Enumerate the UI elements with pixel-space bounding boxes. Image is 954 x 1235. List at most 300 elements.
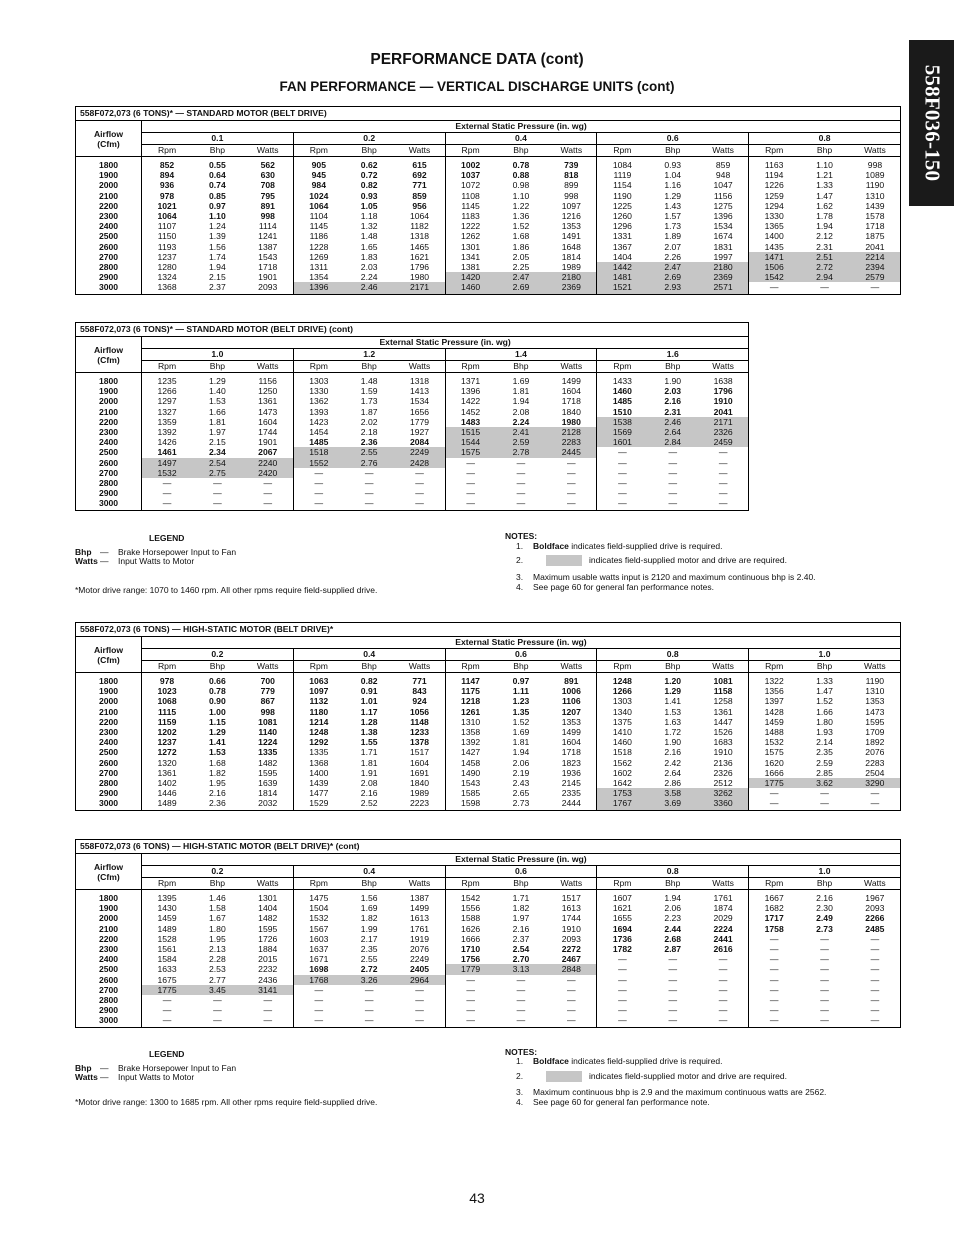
value-cell: 1989 bbox=[546, 262, 597, 272]
value-cell: 2283 bbox=[865, 757, 885, 768]
value-cell: 1.15 bbox=[209, 716, 226, 727]
value-cell: 2326 bbox=[698, 427, 749, 437]
value-cell: — bbox=[870, 984, 880, 995]
value-cell: 1510 bbox=[612, 406, 632, 417]
value-cell: 1.68 bbox=[209, 757, 226, 768]
value-cell: 1237 bbox=[157, 251, 177, 262]
value-cell: — bbox=[769, 788, 779, 799]
value-cell: 2.55 bbox=[360, 954, 378, 965]
value-cell: 771 bbox=[394, 180, 445, 190]
value-cell: 1183 bbox=[461, 211, 480, 222]
value-cell: — bbox=[618, 954, 627, 965]
value-cell: 1371 bbox=[461, 376, 481, 386]
value-cell: 1726 bbox=[243, 934, 294, 944]
value-cell: 1796 bbox=[394, 262, 445, 272]
value-cell: 771 bbox=[394, 673, 445, 687]
note-num: 4. bbox=[516, 1097, 524, 1107]
value-cell: — bbox=[870, 933, 880, 944]
value-cell: — bbox=[516, 488, 526, 499]
value-cell: — bbox=[668, 488, 678, 499]
note-text: Maximum continuous bhp is 2.9 and the maximum continuous watts are 2562. bbox=[533, 1087, 827, 1097]
legend-title: LEGEND bbox=[149, 1049, 185, 1059]
value-cell: 2.03 bbox=[360, 262, 378, 273]
value-cell: 2.84 bbox=[647, 437, 698, 447]
value-cell: — bbox=[546, 488, 597, 498]
value-cell: 1.67 bbox=[209, 913, 226, 924]
value-cell: — bbox=[820, 933, 829, 944]
value-cell: 1262 bbox=[461, 231, 481, 242]
value-cell: 1056 bbox=[394, 707, 445, 717]
value-cell: — bbox=[870, 954, 880, 965]
watts-header: Watts bbox=[394, 145, 445, 157]
value-cell: 2076 bbox=[394, 944, 445, 954]
airflow-cell: 1800 bbox=[76, 673, 142, 687]
airflow-cell: 2300 bbox=[76, 211, 142, 221]
value-cell: 1544 bbox=[445, 437, 496, 447]
value-cell: 1.56 bbox=[209, 241, 226, 252]
value-cell: 1473 bbox=[865, 706, 885, 717]
airflow-cell: 1900 bbox=[76, 686, 142, 696]
table-caption-row bbox=[76, 107, 901, 121]
value-cell: 2.72 bbox=[360, 964, 378, 975]
value-cell: 3141 bbox=[243, 985, 294, 995]
table-row bbox=[76, 954, 901, 964]
value-cell: 1397 bbox=[764, 696, 784, 707]
note-num: 2. bbox=[516, 555, 524, 565]
value-cell: 2171 bbox=[394, 282, 445, 294]
value-cell: 2.44 bbox=[664, 923, 682, 934]
value-cell: 1233 bbox=[394, 727, 445, 737]
value-cell: 1081 bbox=[243, 717, 294, 727]
watts-header: Watts bbox=[243, 145, 294, 157]
value-cell: 1775 bbox=[749, 778, 800, 788]
esp-row bbox=[76, 637, 901, 649]
airflow-unit: (Cfm) bbox=[97, 354, 120, 365]
value-cell: 2.35 bbox=[816, 747, 833, 758]
subheader-row bbox=[76, 878, 901, 890]
value-cell: — bbox=[516, 974, 526, 985]
value-cell: — bbox=[870, 974, 880, 985]
value-cell: 1584 bbox=[157, 954, 177, 965]
value-cell: 1626 bbox=[461, 923, 481, 934]
value-cell: — bbox=[516, 995, 526, 1006]
value-cell: 1.80 bbox=[816, 716, 833, 727]
value-cell: 1.10 bbox=[816, 160, 833, 170]
fan-table bbox=[75, 622, 901, 811]
value-cell: 1194 bbox=[764, 170, 784, 181]
legend-dash: — bbox=[100, 1072, 109, 1082]
value-cell: 3.62 bbox=[799, 778, 850, 788]
bhp-header: Bhp bbox=[192, 361, 243, 373]
value-cell: 2029 bbox=[698, 913, 749, 923]
value-cell: 1.82 bbox=[209, 767, 226, 778]
value-cell: — bbox=[314, 478, 324, 489]
table-row bbox=[76, 913, 901, 923]
value-cell: 1517 bbox=[394, 747, 445, 757]
value-cell: 1119 bbox=[613, 170, 632, 181]
value-cell: 0.91 bbox=[360, 686, 378, 697]
airflow-unit: (Cfm) bbox=[97, 871, 120, 882]
value-cell: 1.81 bbox=[512, 386, 530, 397]
note-4 bbox=[516, 582, 714, 592]
value-cell: 2.08 bbox=[512, 406, 530, 417]
value-cell: — bbox=[618, 1005, 627, 1016]
value-cell: 1506 bbox=[749, 262, 800, 272]
airflow-cell: 2600 bbox=[76, 458, 142, 468]
table-row bbox=[76, 944, 901, 954]
legend-term: Watts bbox=[75, 556, 98, 566]
value-cell: 1.82 bbox=[512, 903, 530, 914]
value-cell: 1.47 bbox=[816, 190, 833, 201]
value-cell: — bbox=[516, 478, 526, 489]
value-cell: 1542 bbox=[461, 893, 481, 903]
value-cell: 1.91 bbox=[360, 767, 378, 778]
value-cell: 1621 bbox=[612, 903, 632, 914]
value-cell: 1097 bbox=[546, 201, 597, 211]
value-cell: — bbox=[466, 984, 475, 995]
value-cell: 1.93 bbox=[816, 727, 833, 738]
esp-title: External Static Pressure (in. wg) bbox=[142, 337, 749, 349]
airflow-cell: 3000 bbox=[76, 798, 142, 810]
value-cell: — bbox=[769, 1015, 779, 1026]
value-cell: 1216 bbox=[546, 211, 597, 221]
value-cell: 692 bbox=[394, 170, 445, 180]
table-row bbox=[76, 903, 901, 913]
value-cell: 1.71 bbox=[512, 893, 530, 903]
value-cell: 0.97 bbox=[512, 676, 530, 686]
table-row bbox=[76, 717, 901, 727]
note-num: 3. bbox=[516, 1087, 524, 1097]
airflow-cell: 2400 bbox=[76, 954, 142, 964]
table-caption: 558F072,073 (6 TONS)* — STANDARD MOTOR (BELT DRIVE) bbox=[76, 107, 901, 121]
value-cell: 1446 bbox=[157, 788, 177, 799]
pressure-header: 0.6 bbox=[445, 649, 597, 661]
value-cell: 1.62 bbox=[816, 200, 833, 211]
value-cell: 998 bbox=[243, 211, 294, 221]
bhp-header: Bhp bbox=[192, 878, 243, 890]
value-cell: 1471 bbox=[749, 252, 800, 262]
value-cell: 1526 bbox=[698, 727, 749, 737]
airflow-cell: 2200 bbox=[76, 201, 142, 211]
value-cell: 1655 bbox=[612, 913, 632, 924]
value-cell: 2.53 bbox=[209, 964, 226, 975]
value-cell: 2067 bbox=[243, 447, 294, 457]
pressure-row bbox=[76, 866, 901, 878]
table-row bbox=[76, 673, 901, 687]
value-cell: 1648 bbox=[546, 242, 597, 252]
value-cell: 1427 bbox=[461, 747, 481, 758]
value-cell: — bbox=[162, 1005, 172, 1016]
value-cell: 0.97 bbox=[209, 200, 226, 211]
value-cell: 1301 bbox=[243, 890, 294, 904]
value-cell: — bbox=[394, 468, 445, 478]
value-cell: 1.53 bbox=[664, 706, 682, 717]
value-cell: 1814 bbox=[546, 252, 597, 262]
value-cell: 1.97 bbox=[209, 427, 226, 438]
value-cell: 2369 bbox=[698, 272, 749, 282]
value-cell: 1823 bbox=[546, 758, 597, 768]
value-cell: 2459 bbox=[698, 437, 749, 447]
value-cell: 1163 bbox=[764, 160, 784, 170]
pressure-header: 1.6 bbox=[597, 349, 749, 361]
value-cell: 2616 bbox=[698, 944, 749, 954]
value-cell: 2.76 bbox=[344, 458, 395, 468]
pressure-header: 0.6 bbox=[445, 866, 597, 878]
value-cell: 2041 bbox=[865, 241, 885, 252]
value-cell: 1.32 bbox=[360, 221, 378, 232]
value-cell: 1543 bbox=[461, 778, 481, 789]
value-cell: 2485 bbox=[865, 923, 885, 934]
table-row bbox=[76, 180, 901, 190]
pressure-header: 0.1 bbox=[142, 133, 294, 145]
value-cell: 1433 bbox=[612, 376, 632, 386]
value-cell: 2145 bbox=[546, 778, 597, 788]
value-cell: — bbox=[698, 995, 749, 1005]
table-row bbox=[76, 396, 749, 406]
table-row bbox=[76, 758, 901, 768]
value-cell: 1081 bbox=[698, 673, 749, 687]
value-cell: — bbox=[466, 467, 475, 478]
value-cell: 1761 bbox=[394, 924, 445, 934]
value-cell: 1642 bbox=[612, 778, 632, 789]
value-cell: 2.69 bbox=[647, 272, 698, 282]
table-row bbox=[76, 696, 901, 706]
value-cell: 2214 bbox=[850, 252, 901, 262]
value-cell: 1601 bbox=[597, 437, 648, 447]
value-cell: 1901 bbox=[243, 437, 294, 447]
value-cell: — bbox=[162, 498, 172, 509]
value-cell: 1639 bbox=[243, 778, 294, 788]
value-cell: 708 bbox=[243, 180, 294, 190]
airflow-label: Airflow bbox=[93, 344, 124, 355]
value-cell: 1578 bbox=[865, 211, 885, 222]
bhp-header: Bhp bbox=[799, 878, 850, 890]
rpm-header: Rpm bbox=[142, 661, 193, 673]
value-cell: 1575 bbox=[445, 447, 496, 457]
fan-table bbox=[75, 322, 749, 511]
watts-header: Watts bbox=[546, 361, 597, 373]
value-cell: 1269 bbox=[309, 251, 329, 262]
notes-title: NOTES: bbox=[505, 531, 538, 541]
value-cell: 2.41 bbox=[496, 427, 547, 437]
value-cell: 1.94 bbox=[512, 396, 530, 407]
value-cell: — bbox=[769, 995, 779, 1006]
airflow-cell: 2700 bbox=[76, 252, 142, 262]
value-cell: 1529 bbox=[309, 798, 329, 809]
subheader-row bbox=[76, 661, 901, 673]
value-cell: 1341 bbox=[461, 251, 481, 262]
value-cell: 1.05 bbox=[360, 200, 378, 211]
value-cell: — bbox=[668, 498, 678, 509]
value-cell: 2180 bbox=[698, 262, 749, 272]
value-cell: 1477 bbox=[309, 788, 329, 799]
value-cell: — bbox=[516, 1015, 526, 1026]
pressure-header: 1.2 bbox=[293, 349, 445, 361]
value-cell: 1365 bbox=[764, 221, 784, 232]
value-cell: — bbox=[668, 1015, 678, 1026]
value-cell: 1084 bbox=[612, 160, 632, 170]
bhp-header: Bhp bbox=[344, 661, 395, 673]
watts-header: Watts bbox=[698, 661, 749, 673]
value-cell: 1318 bbox=[394, 231, 445, 241]
value-cell: 1439 bbox=[865, 200, 885, 211]
value-cell: — bbox=[668, 984, 678, 995]
airflow-cell: 2300 bbox=[76, 427, 142, 437]
value-cell: 1037 bbox=[461, 170, 481, 181]
value-cell: — bbox=[243, 488, 294, 498]
table-row bbox=[76, 727, 901, 737]
value-cell: 1.17 bbox=[360, 706, 378, 717]
rpm-header: Rpm bbox=[445, 361, 496, 373]
value-cell: — bbox=[668, 1005, 678, 1016]
value-cell: — bbox=[769, 282, 779, 293]
value-cell: 1499 bbox=[546, 373, 597, 387]
value-cell: 2266 bbox=[865, 913, 885, 924]
pressure-header: 0.4 bbox=[445, 133, 597, 145]
value-cell: 2.64 bbox=[647, 427, 698, 437]
table-row bbox=[76, 768, 901, 778]
value-cell: 0.88 bbox=[512, 170, 530, 181]
value-cell: 1072 bbox=[461, 180, 481, 191]
value-cell: 1796 bbox=[713, 386, 733, 397]
airflow-cell: 2200 bbox=[76, 717, 142, 727]
value-cell: 1442 bbox=[597, 262, 648, 272]
esp-row bbox=[76, 121, 901, 133]
value-cell: 2.15 bbox=[209, 437, 226, 448]
rpm-header: Rpm bbox=[293, 661, 344, 673]
value-cell: — bbox=[364, 1005, 374, 1016]
value-cell: 978 bbox=[159, 190, 175, 201]
value-cell: — bbox=[466, 498, 475, 509]
value-cell: — bbox=[769, 964, 779, 975]
value-cell: 2.06 bbox=[664, 903, 682, 914]
pressure-header: 0.4 bbox=[293, 649, 445, 661]
value-cell: 1.81 bbox=[512, 737, 530, 748]
value-cell: — bbox=[243, 498, 294, 510]
legend-item-watts bbox=[75, 1073, 194, 1083]
table-row bbox=[76, 1015, 901, 1027]
value-cell: 1396 bbox=[461, 386, 481, 397]
rpm-header: Rpm bbox=[445, 878, 496, 890]
value-cell: 2.16 bbox=[816, 893, 833, 903]
value-cell: — bbox=[314, 467, 324, 478]
table-row bbox=[76, 964, 901, 974]
value-cell: — bbox=[618, 995, 627, 1006]
value-cell: — bbox=[546, 498, 597, 510]
value-cell: 1483 bbox=[461, 416, 481, 427]
value-cell: 1459 bbox=[157, 913, 177, 924]
value-cell: 1603 bbox=[309, 933, 329, 944]
value-cell: — bbox=[769, 984, 779, 995]
rpm-header: Rpm bbox=[142, 878, 193, 890]
note-1 bbox=[516, 1056, 722, 1066]
airflow-cell: 2800 bbox=[76, 262, 142, 272]
pressure-header: 1.4 bbox=[445, 349, 597, 361]
value-cell: 2.64 bbox=[664, 767, 682, 778]
airflow-cell: 2600 bbox=[76, 975, 142, 985]
value-cell: 998 bbox=[243, 707, 294, 717]
value-cell: 2.59 bbox=[496, 437, 547, 447]
value-cell: 1758 bbox=[764, 923, 784, 934]
value-cell: — bbox=[243, 1005, 294, 1015]
value-cell: 1.20 bbox=[664, 676, 682, 686]
table-row bbox=[76, 1005, 901, 1015]
value-cell: — bbox=[769, 1005, 779, 1016]
bhp-header: Bhp bbox=[647, 661, 698, 673]
legend-desc: Input Watts to Motor bbox=[118, 556, 195, 566]
pressure-header: 1.0 bbox=[142, 349, 294, 361]
value-cell: — bbox=[394, 1015, 445, 1027]
airflow-cell: 2200 bbox=[76, 417, 142, 427]
value-cell: — bbox=[466, 1015, 475, 1026]
value-cell: 1775 bbox=[142, 985, 193, 995]
table-row bbox=[76, 282, 901, 294]
value-cell: 2.17 bbox=[360, 933, 378, 944]
value-cell: 1104 bbox=[309, 211, 329, 222]
value-cell: 2.25 bbox=[512, 262, 530, 273]
value-cell: 2.73 bbox=[816, 923, 833, 934]
table-row bbox=[76, 386, 749, 396]
bhp-header: Bhp bbox=[344, 145, 395, 157]
value-cell: — bbox=[243, 995, 294, 1005]
value-cell: 1156 bbox=[243, 373, 294, 387]
value-cell: 2.18 bbox=[360, 427, 378, 438]
value-cell: 1404 bbox=[243, 903, 294, 913]
pressure-header: 0.6 bbox=[597, 133, 749, 145]
value-cell: 1.04 bbox=[664, 170, 682, 181]
value-cell: — bbox=[314, 498, 324, 509]
table-row bbox=[76, 252, 901, 262]
value-cell: — bbox=[213, 488, 222, 499]
value-cell: 1358 bbox=[461, 727, 481, 738]
value-cell: — bbox=[546, 985, 597, 995]
table-row bbox=[76, 437, 749, 447]
airflow-label: Airflow bbox=[93, 861, 124, 872]
value-cell: 2.24 bbox=[360, 272, 378, 283]
value-cell: 1718 bbox=[865, 221, 885, 232]
value-cell: 948 bbox=[698, 170, 749, 180]
airflow-header bbox=[76, 337, 142, 373]
value-cell: — bbox=[394, 478, 445, 488]
value-cell: 2.14 bbox=[816, 737, 833, 748]
value-cell: 2441 bbox=[698, 934, 749, 944]
legend-title: LEGEND bbox=[149, 533, 185, 543]
value-cell: 1426 bbox=[157, 437, 177, 448]
value-cell: 1303 bbox=[612, 696, 632, 707]
airflow-cell: 2600 bbox=[76, 242, 142, 252]
value-cell: 2283 bbox=[546, 437, 597, 447]
pressure-header: 1.0 bbox=[749, 866, 901, 878]
value-cell: 1368 bbox=[157, 282, 177, 293]
subheader-row bbox=[76, 361, 749, 373]
rpm-header: Rpm bbox=[293, 145, 344, 157]
watts-header: Watts bbox=[243, 361, 294, 373]
value-cell: 1460 bbox=[612, 386, 632, 397]
airflow-cell: 2500 bbox=[76, 447, 142, 457]
value-cell: — bbox=[394, 1005, 445, 1015]
value-cell: 2420 bbox=[243, 468, 294, 478]
value-cell: 2.16 bbox=[664, 747, 682, 758]
airflow-unit: (Cfm) bbox=[97, 138, 120, 149]
value-cell: 562 bbox=[243, 157, 294, 171]
table-row bbox=[76, 157, 901, 171]
value-cell: — bbox=[668, 467, 678, 478]
rpm-header: Rpm bbox=[749, 145, 800, 157]
value-cell: 2405 bbox=[394, 964, 445, 974]
value-cell: 1989 bbox=[394, 788, 445, 798]
fan-table bbox=[75, 839, 901, 1028]
subheader-row bbox=[76, 145, 901, 157]
